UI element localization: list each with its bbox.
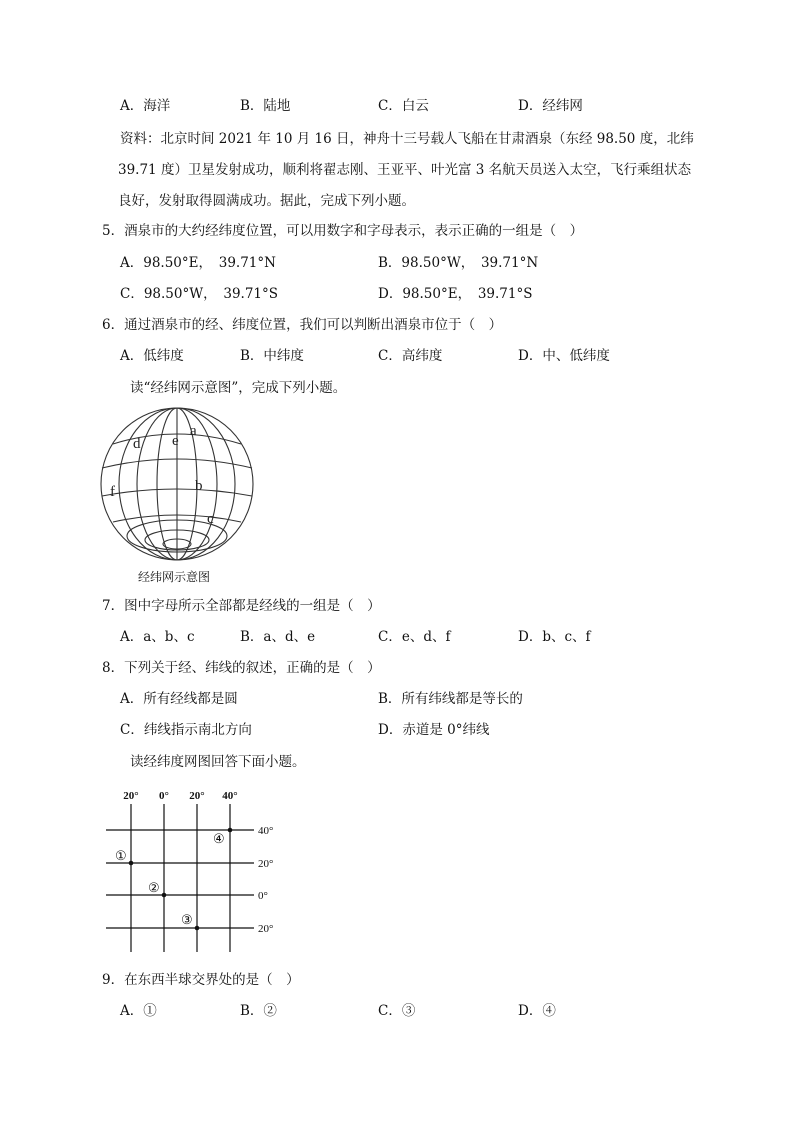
- q7-option-a: A．a、b、c: [120, 629, 195, 645]
- q6-option-c: C．高纬度: [378, 348, 443, 364]
- q7-question: 7．图中字母所示全部都是经线的一组是（ ）: [102, 598, 381, 614]
- q5-option-c: C．98.50°W， 39.71°S: [120, 286, 278, 302]
- grid-top-label-2: 0°: [159, 790, 169, 802]
- q9-option-c: C．③: [378, 1003, 416, 1019]
- globe-letter-f: f: [110, 484, 115, 500]
- lat-lon-grid-figure: [98, 784, 288, 956]
- q4-option-a: A．海洋: [120, 98, 171, 114]
- q5-option-a: A．98.50°E， 39.71°N: [120, 255, 276, 271]
- globe-letter-a: a: [190, 423, 197, 439]
- globe-intro: 读“经纬网示意图”，完成下列小题。: [130, 380, 347, 396]
- grid-point-2-label: ②: [148, 880, 160, 895]
- q9-option-b: B．②: [240, 1003, 277, 1019]
- material-paragraph: 资料：北京时间 2021 年 10 月 16 日，神舟十三号载人飞船在甘肃酒泉（东经 98.50 度，北纬 39.71 度）卫星发射成功，顺利将翟志刚、王亚平、叶光富 3 名航天员送入太空，飞行乘组状态良好，发射取得圆满成功。据此，完成下列小题。: [118, 131, 694, 209]
- q8-question: 8．下列关于经、纬线的叙述，正确的是（ ）: [102, 660, 381, 676]
- q8-option-c: C．纬线指示南北方向: [120, 722, 252, 738]
- q5-option-d: D．98.50°E， 39.71°S: [378, 286, 533, 302]
- grid-point-1-label: ①: [115, 848, 127, 863]
- q4-option-b: B．陆地: [240, 98, 291, 114]
- grid-point-4-dot: [228, 828, 233, 833]
- grid-point-2-dot: [162, 893, 167, 898]
- globe-letter-d: d: [133, 436, 141, 452]
- q7-option-b: B．a、d、e: [240, 629, 316, 645]
- grid-top-label-1: 20°: [123, 790, 139, 802]
- grid-right-label-1: 40°: [258, 825, 274, 837]
- grid-right-label-3: 0°: [258, 890, 268, 902]
- q6-option-b: B．中纬度: [240, 348, 304, 364]
- q6-option-a: A．低纬度: [120, 348, 184, 364]
- q4-option-c: C．白云: [378, 98, 429, 114]
- q7-option-c: C．e、d、f: [378, 629, 451, 645]
- grid-point-3-dot: [195, 926, 200, 931]
- grid-top-label-4: 40°: [222, 790, 238, 802]
- grid-top-label-3: 20°: [189, 790, 205, 802]
- grid-point-1-dot: [129, 861, 134, 866]
- q5-option-b: B．98.50°W， 39.71°N: [378, 255, 539, 271]
- grid-right-label-2: 20°: [258, 858, 274, 870]
- globe-letter-e: e: [172, 433, 179, 449]
- q8-option-a: A．所有经线都是圆: [120, 691, 238, 707]
- grid-point-3-label: ③: [181, 912, 193, 927]
- q7-option-d: D．b、c、f: [518, 629, 591, 645]
- graticule-globe-figure: [96, 406, 260, 566]
- q8-option-b: B．所有纬线都是等长的: [378, 691, 523, 707]
- q9-option-d: D．④: [518, 1003, 556, 1019]
- globe-letter-b: b: [195, 478, 203, 494]
- q9-option-a: A．①: [120, 1003, 157, 1019]
- grid-intro: 读经纬度网图回答下面小题。: [130, 754, 306, 770]
- q4-option-d: D．经纬网: [518, 98, 583, 114]
- q6-question: 6．通过酒泉市的经、纬度位置，我们可以判断出酒泉市位于（ ）: [102, 317, 503, 333]
- q8-option-d: D．赤道是 0°纬线: [378, 722, 490, 738]
- globe-caption: 经纬网示意图: [138, 570, 211, 584]
- grid-right-label-4: 20°: [258, 923, 274, 935]
- q5-question: 5．酒泉市的大约经纬度位置，可以用数字和字母表示，表示正确的一组是（ ）: [102, 223, 584, 239]
- grid-point-4-label: ④: [213, 831, 225, 846]
- q9-question: 9．在东西半球交界处的是（ ）: [102, 972, 300, 988]
- globe-letter-c: c: [207, 511, 214, 527]
- q6-option-d: D．中、低纬度: [518, 348, 610, 364]
